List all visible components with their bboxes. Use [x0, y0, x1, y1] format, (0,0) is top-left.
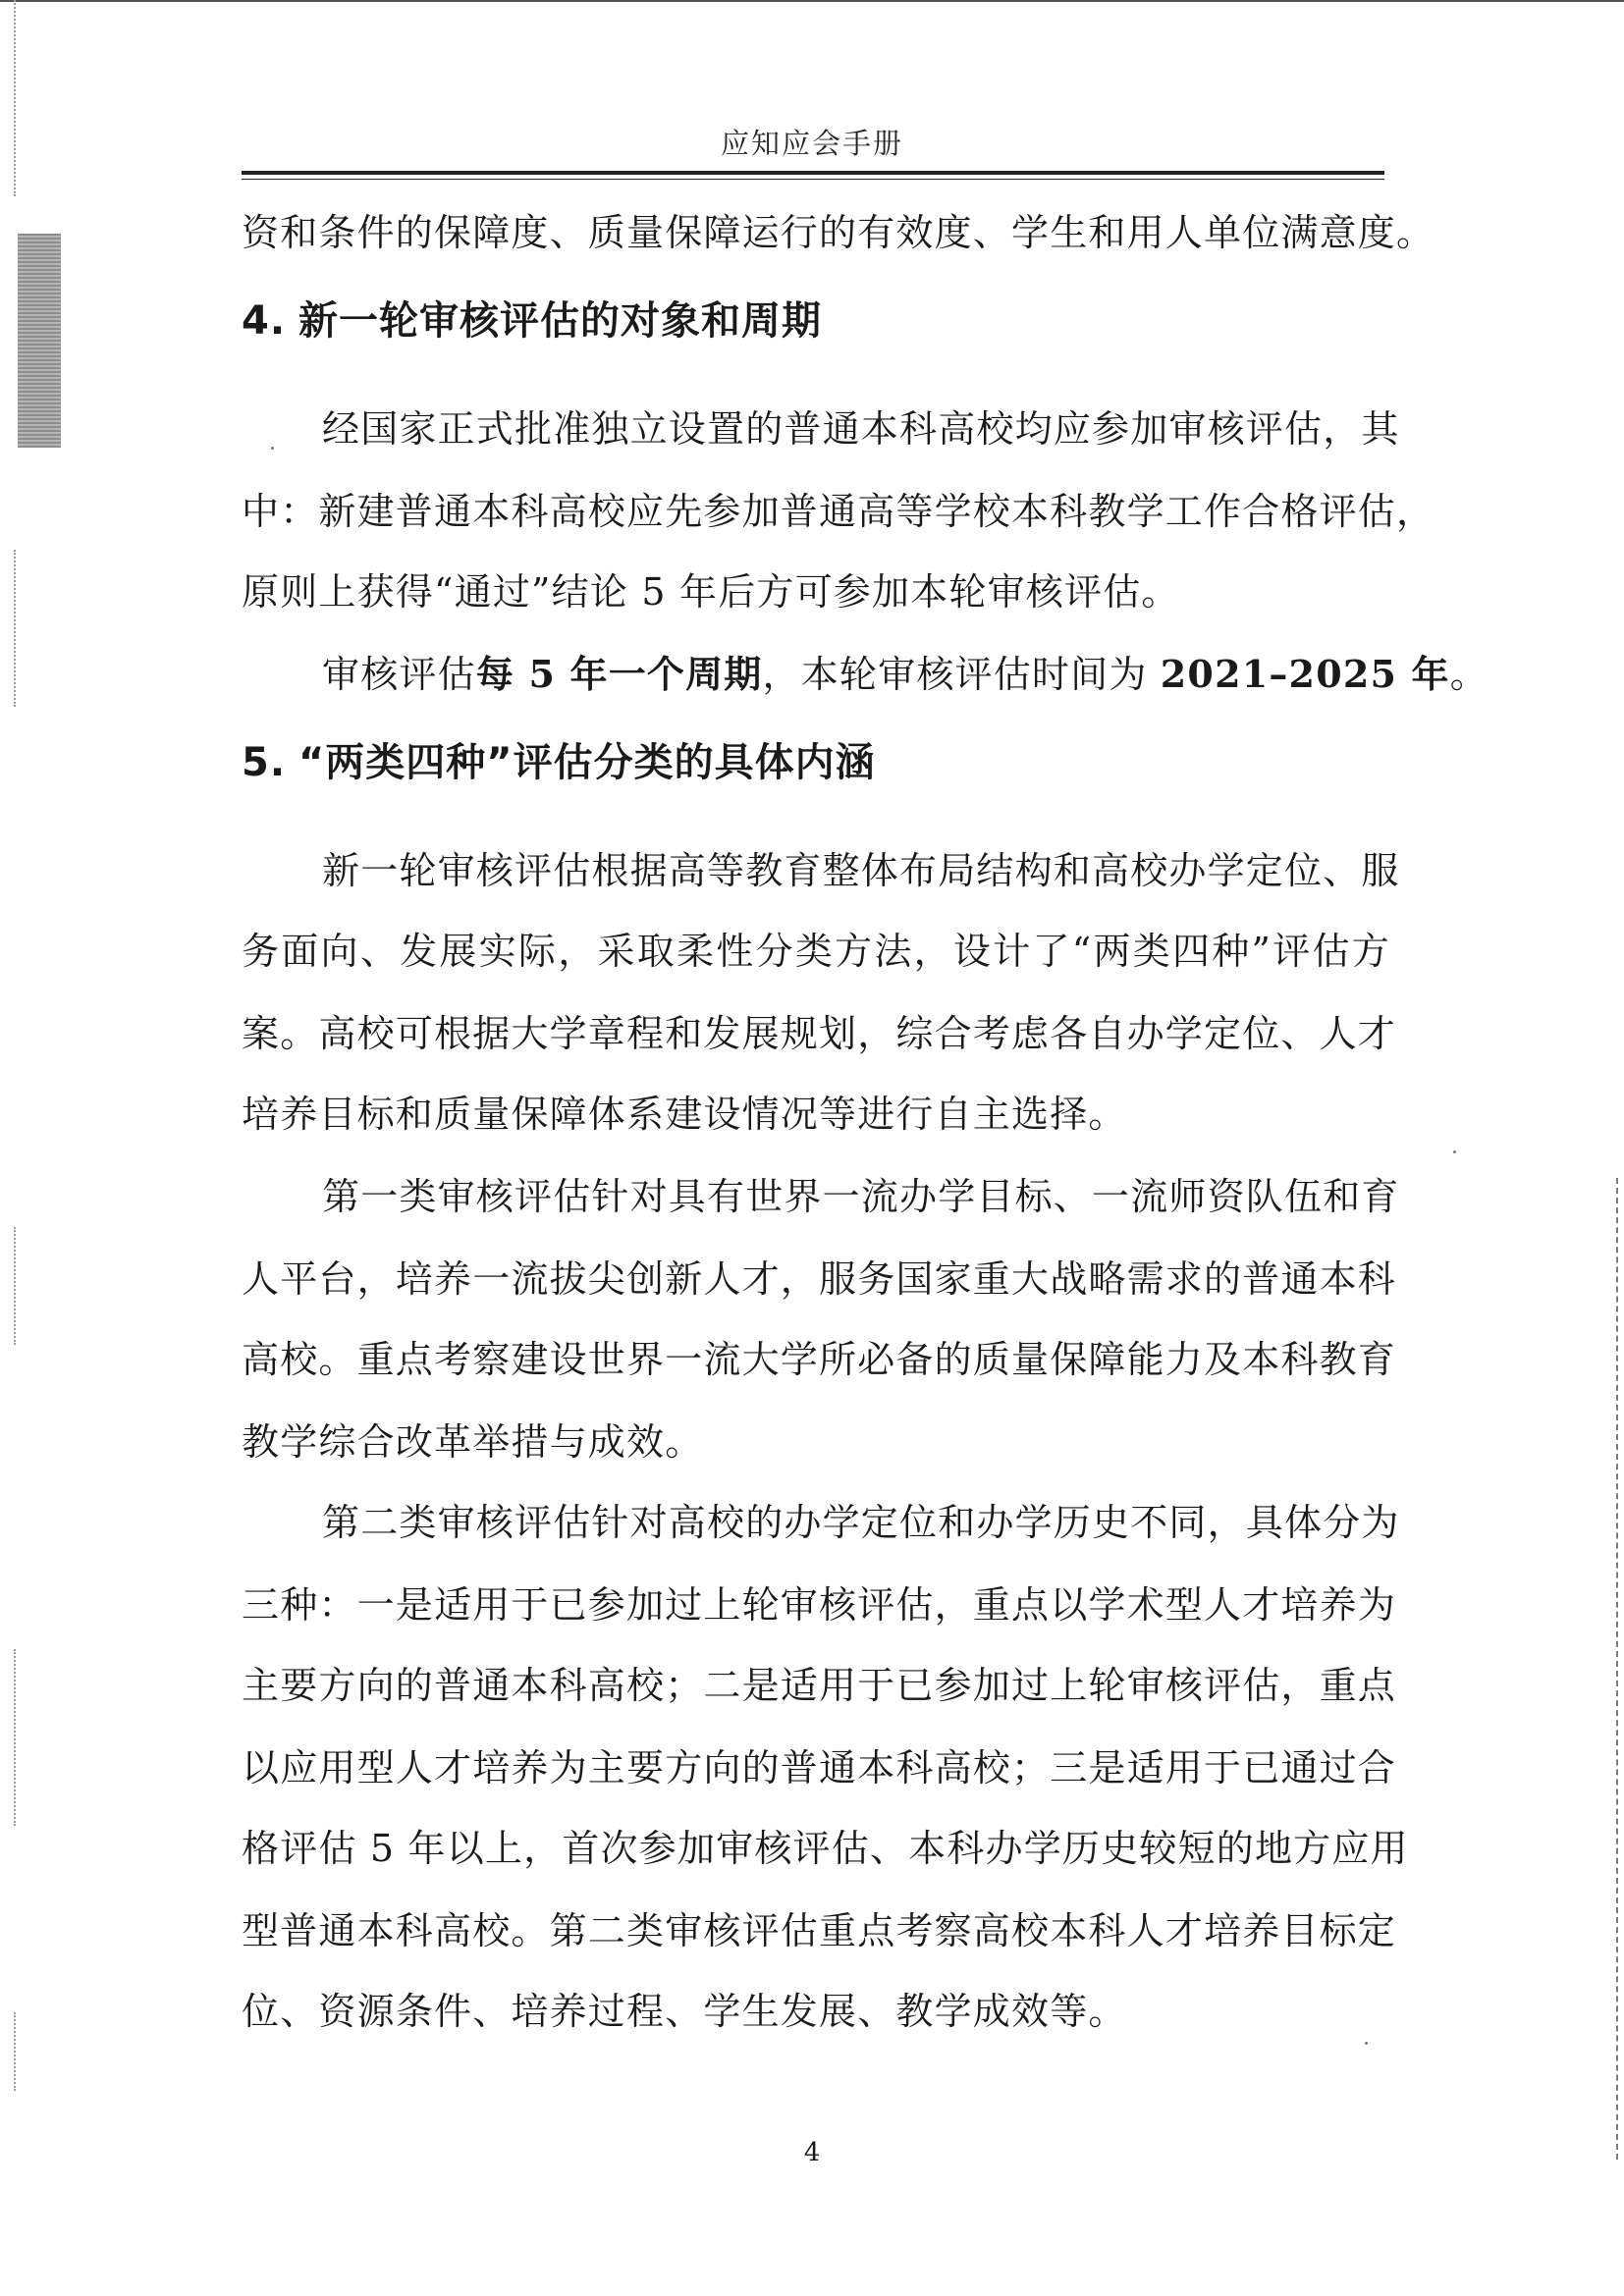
heading-text: 新一轮审核评估的对象和周期	[298, 298, 822, 344]
running-header: 应知应会手册	[720, 127, 903, 160]
scan-left-dots	[14, 2012, 19, 2091]
scan-left-dots	[14, 0, 19, 196]
scan-speck	[1453, 1150, 1456, 1153]
scan-left-dots	[14, 1649, 19, 1826]
header-rule	[242, 171, 1384, 175]
cycle-years: 2021–2025 年	[1160, 652, 1450, 696]
body-line: 型普通本科高校。第二类审核评估重点考察高校本科人才培养目标定	[242, 1909, 1397, 1952]
cycle-emphasis: 每 5 年一个周期	[475, 652, 763, 696]
body-line: 三种：一是适用于已参加过上轮审核评估，重点以学术型人才培养为	[242, 1583, 1397, 1627]
scan-left-dots	[14, 1227, 19, 1345]
body-line: 第一类审核评估针对具有世界一流办学目标、一流师资队伍和育	[322, 1175, 1400, 1218]
body-line: 以应用型人才培养为主要方向的普通本科高校；三是适用于已通过合	[242, 1746, 1397, 1789]
body-line: 高校。重点考察建设世界一流大学所必备的质量保障能力及本科教育	[242, 1338, 1397, 1381]
scan-right-ticks	[1616, 1178, 1620, 2160]
body-line: 原则上获得“通过”结论 5 年后方可参加本轮审核评估。	[242, 570, 1180, 614]
scan-speck	[1365, 2042, 1368, 2045]
cycle-text: ，本轮审核评估时间为	[762, 653, 1161, 696]
body-line: 新一轮审核评估根据高等教育整体布局结构和高校办学定位、服	[322, 849, 1400, 892]
scan-margin-bar	[18, 234, 61, 448]
body-line: 务面向、发展实际，采取柔性分类方法，设计了“两类四种”评估方	[242, 930, 1390, 973]
body-line: 培养目标和质量保障体系建设情况等进行自主选择。	[242, 1093, 1127, 1136]
heading-number: 5.	[242, 740, 287, 785]
body-line: 教学综合改革举措与成效。	[242, 1420, 704, 1464]
scan-left-dots	[14, 550, 19, 707]
body-line-cycle	[322, 650, 1489, 699]
page-number: 4	[803, 2138, 821, 2167]
cycle-text: 审核评估	[322, 653, 476, 696]
body-line: 中：新建普通本科高校应先参加普通高等学校本科教学工作合格评估，	[242, 490, 1435, 533]
section-heading-4	[242, 294, 822, 347]
scan-speck	[271, 447, 274, 450]
body-line: 位、资源条件、培养过程、学生发展、教学成效等。	[242, 1990, 1127, 2033]
body-line: 主要方向的普通本科高校；二是适用于已参加过上轮审核评估，重点	[242, 1664, 1397, 1707]
header-rule-thin	[242, 179, 1384, 180]
body-line: 案。高校可根据大学章程和发展规划，综合考虑各自办学定位、人才	[242, 1012, 1397, 1055]
section-heading-5	[242, 736, 876, 789]
heading-number: 4.	[242, 298, 287, 344]
body-line: 资和条件的保障度、质量保障运行的有效度、学生和用人单位满意度。	[242, 211, 1435, 254]
cycle-text: 。	[1449, 653, 1489, 696]
body-line: 第二类审核评估针对高校的办学定位和办学历史不同，具体分为	[322, 1501, 1400, 1544]
heading-text: “两类四种”评估分类的具体内涵	[298, 740, 876, 785]
body-line: 人平台，培养一流拔尖创新人才，服务国家重大战略需求的普通本科	[242, 1257, 1397, 1301]
scan-top-edge	[0, 0, 1624, 2]
body-line: 格评估 5 年以上，首次参加审核评估、本科办学历史较短的地方应用	[242, 1827, 1409, 1870]
body-line: 经国家正式批准独立设置的普通本科高校均应参加审核评估，其	[322, 407, 1400, 451]
